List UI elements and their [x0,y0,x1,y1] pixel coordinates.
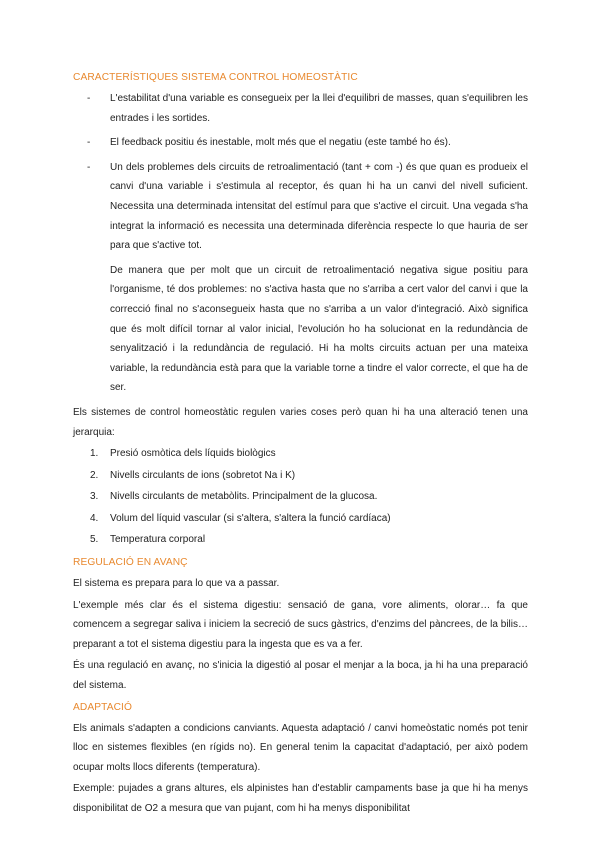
bullet-item [73,89,528,128]
list-number: 2. [90,469,99,481]
numbered-list [73,444,528,550]
section-heading-adaptation: ADAPTACIÓ [73,701,133,713]
hierarchy-intro: Els sistemes de control homeostàtic regulen varies coses però quan hi ha una alteració tenen una jerarquia: [73,406,528,438]
list-item [73,487,528,507]
bullet-text: Un dels problemes dels circuits de retroalimentació (tant + com -) és que quan es produeix el canvi d'una variable i s'estimula al receptor, és quan hi ha un canvi del nivell suficient. Necessita una determinada intensitat del estímul para que s'active el circuit. Una vegada s'ha integrat la informació es necessita una determinada diferència respecte lo que hauria de ser para que s'active tot. [110,161,528,252]
bullet-dash: - [87,93,91,104]
bullet-dash: - [87,137,91,149]
bullet-text: El feedback positiu és inestable, molt més que el negatiu (este també ho és). [110,137,451,149]
list-item [73,444,528,464]
paragraph: Exemple: pujades a grans altures, els alpinistes han d'establir campaments base ja que hi ha menys disponibilitat de O2 a mesura que van pujant, com hi ha menys disponibilitat [73,783,528,814]
section-heading-feedforward: REGULACIÓ EN AVANÇ [73,557,188,569]
bullet-list [73,89,528,256]
section-heading-characteristics: CARACTERÍSTIQUES SISTEMA CONTROL HOMEOSTÀTIC [73,72,358,83]
document-page [73,71,528,824]
list-number: 1. [90,448,99,460]
list-text: Nivells circulants de ions (sobretot Na i K) [110,469,296,481]
paragraph: L'exemple més clar és el sistema digestiu: sensació de gana, vore aliments, olorar… fa que comencem a segregar saliva i iniciem la secreció de sucs gàstrics, d'enzims del pàncrees, de la bilis… preparant a tot el sistema digestiu para la ingesta que es va a fer. [73,599,528,650]
list-item [73,530,528,550]
bullet-dash: - [87,161,91,173]
list-text: Temperatura corporal [110,534,206,546]
paragraph: El sistema es prepara para lo que va a passar. [73,578,280,590]
bullet-item [73,133,528,153]
list-text: Volum del líquid vascular (si s'altera, s'altera la funció cardíaca) [110,512,391,524]
paragraph: És una regulació en avanç, no s'inicia la digestió al posar el menjar a la boca, ja hi ha una preparació del sistema. [73,660,528,692]
list-text: Presió osmòtica dels líquids biològics [110,448,276,460]
list-number: 4. [90,512,99,524]
list-item [73,466,528,486]
list-item [73,509,528,529]
bullet-continuation: De manera que per molt que un circuit de retroalimentació negativa sigue positiu para l'organisme, té dos problemes: no s'activa hasta que no s'arriba a cert valor del canvi i que la correcció final no s'aconsegueix hasta que no s'arriba a un valor d'integració. Això significa que és molt difícil tornar al valor inicial, l'evolución ho ha solucionat en la redundància de senyalització i la redundància de regulació. Hi ha molts circuits actuan per una mateixa variable, la redundància està para que la variable torne a tindre el valor correcte, el que ha de ser. [110,264,528,394]
list-number: 5. [90,534,99,546]
bullet-text: L'estabilitat d'una variable es consegueix per la llei d'equilibri de masses, quan s'equilibren les entrades i les sortides. [110,93,528,124]
list-number: 3. [90,491,99,503]
list-text: Nivells circulants de metabòlits. Principalment de la glucosa. [110,491,378,503]
paragraph: Els animals s'adapten a condicions canviants. Aquesta adaptació / canvi homeòstatic només pot tenir lloc en sistemes flexibles (en rígids no). En general tenim la capacitat d'adaptació, per això podem ocupar molts llocs diferents (temperatura). [73,722,528,773]
bullet-item [73,158,528,256]
